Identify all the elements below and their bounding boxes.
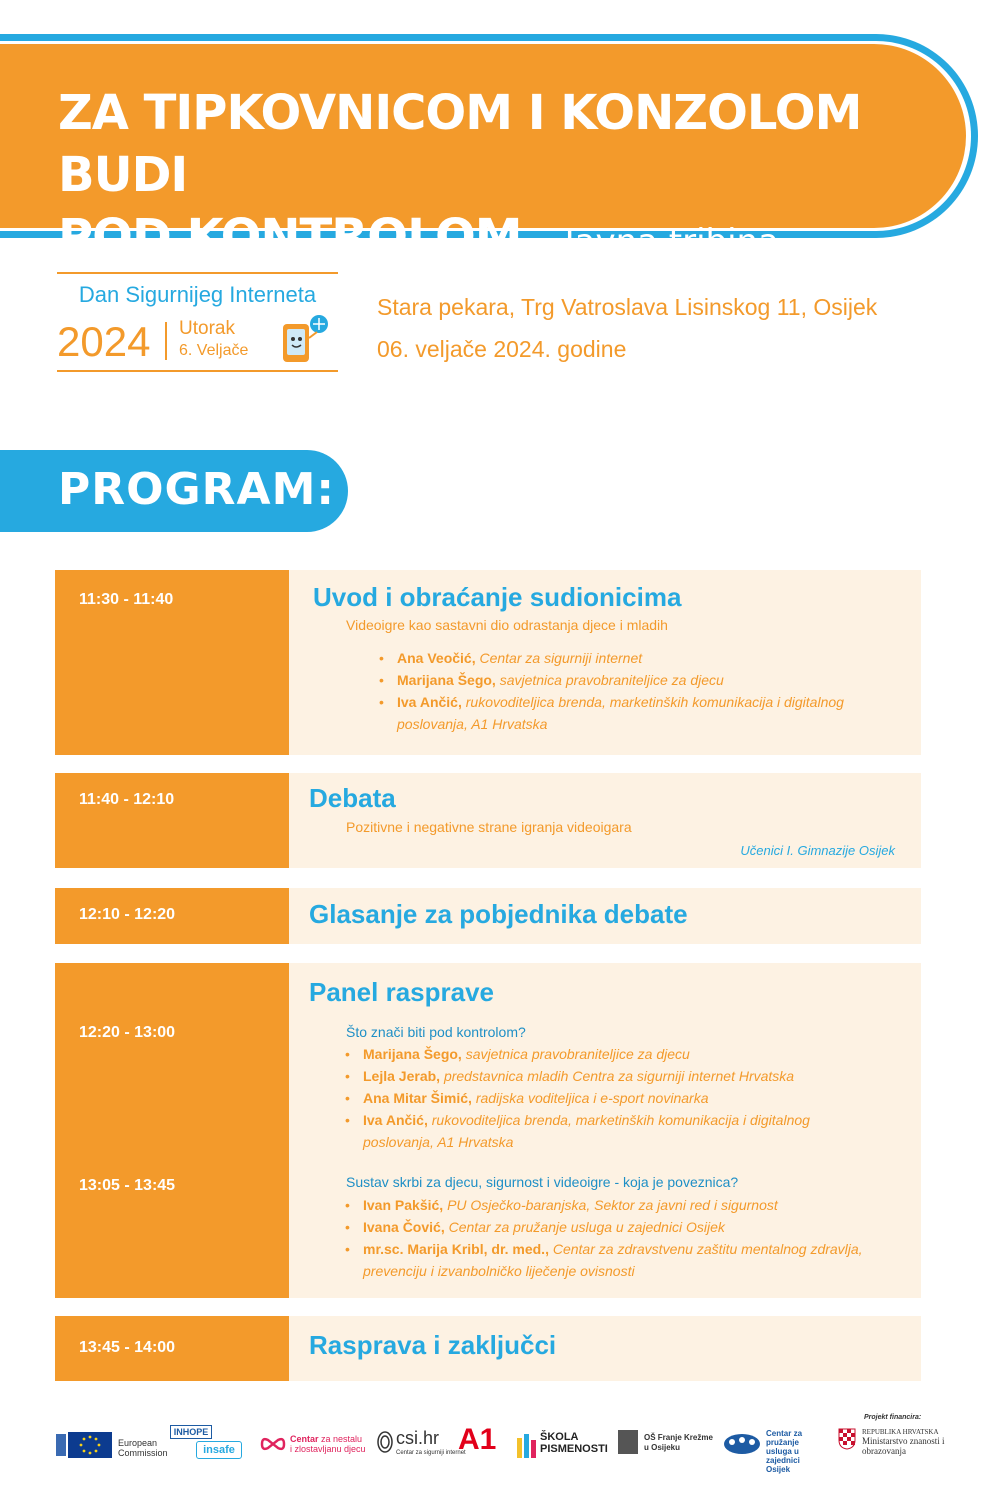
agenda-time: 12:20 - 13:00: [79, 1024, 176, 1041]
panel-question: Sustav skrbi za djecu, sigurnost i videoigre - koja je poveznica?: [346, 1174, 739, 1190]
speaker-role: savjetnica pravobraniteljice za djecu: [465, 1046, 690, 1062]
speaker-name: Ana Veočić,: [397, 650, 476, 666]
czp-label: [766, 1429, 830, 1474]
speaker-name: Iva Ančić,: [363, 1112, 428, 1128]
agenda-block-4: [55, 963, 921, 1298]
cnzd-label-b: za nestalu: [321, 1434, 363, 1444]
speaker-role: radijska voditeljica i e-sport novinarka: [475, 1090, 709, 1106]
page-title: [58, 82, 958, 273]
speaker-role: savjetnica pravobraniteljice za djecu: [499, 672, 724, 688]
speaker-name: Marijana Šego,: [397, 672, 496, 688]
agenda-time: 13:45 - 14:00: [79, 1339, 176, 1356]
panel-question: Što znači biti pod kontrolom?: [346, 1024, 526, 1040]
cnzd-label-a: Centar: [290, 1434, 319, 1444]
speaker-role: Centar za zdravstvenu zaštitu mentalnog zdravlja, prevenciju i izvanbolničko liječenje ovisnosti: [363, 1241, 863, 1279]
title-line-2-text: POD KONTROLOM: [58, 209, 522, 265]
ministry-label-a: REPUBLIKA HRVATSKA: [862, 1428, 939, 1436]
czp-label-a: Centar za pružanje: [766, 1429, 803, 1447]
skola-label-a: ŠKOLA: [540, 1431, 579, 1443]
infinity-heart-icon: [258, 1434, 288, 1454]
event-logo-date: 6. Veljače: [179, 342, 249, 359]
list-item: [343, 1065, 863, 1087]
czp-label-b: usluga u zajednici: [766, 1447, 800, 1465]
speaker-role: rukovoditeljica brenda, marketinških komunikacija i digitalnog poslovanja, A1 Hrvatska: [397, 694, 844, 732]
list-item: [343, 1194, 863, 1216]
agenda-title: Debata: [309, 783, 396, 813]
speaker-role: Centar za sigurniji internet: [479, 650, 643, 666]
os-krezma-logo: [618, 1430, 714, 1458]
list-item: [343, 1109, 863, 1153]
program-heading-text: PROGRAM:: [58, 464, 335, 515]
ministry-logo: [838, 1414, 958, 1460]
agenda-title: Uvod i obraćanje sudionicima: [313, 582, 682, 612]
time-column: [55, 963, 289, 1298]
croatian-coat-of-arms-icon: [838, 1428, 856, 1450]
title-line-2: [58, 206, 958, 273]
agenda-time: 11:30 - 11:40: [79, 591, 174, 608]
inhope-label: INHOPE: [170, 1425, 212, 1439]
cnzd-logo: [258, 1432, 368, 1460]
agenda-time: 12:10 - 12:20: [79, 906, 176, 923]
insafe-label: insafe: [196, 1441, 242, 1459]
os-label-b: u Osijeku: [644, 1443, 681, 1452]
list-item: [343, 1043, 863, 1065]
people-circle-icon: [722, 1430, 762, 1458]
speaker-role: predstavnica mladih Centra za sigurniji internet Hrvatska: [443, 1068, 795, 1084]
agenda-title: Glasanje za pobjednika debate: [309, 899, 688, 929]
a1-logo: [458, 1424, 498, 1458]
list-item: [377, 647, 897, 669]
event-logo-day: [179, 318, 248, 362]
cnzd-label: [290, 1434, 370, 1454]
ministry-label-c: obrazovanja: [862, 1446, 906, 1456]
event-logo-weekday: Utorak: [179, 318, 235, 339]
speaker-name: Ivan Pakšić,: [363, 1197, 444, 1213]
speaker-name: Iva Ančić,: [397, 694, 462, 710]
event-logo: [57, 272, 338, 372]
agenda-subtitle: Pozitivne i negativne strane igranja videoigara: [346, 819, 632, 835]
speaker-name: Ana Mitar Šimić,: [363, 1090, 472, 1106]
csi-label: csi.hr: [396, 1428, 440, 1448]
funded-label: Projekt financira:: [864, 1414, 922, 1421]
agenda-title: Rasprava i zaključci: [309, 1330, 557, 1360]
os-label: [644, 1433, 724, 1453]
ministry-label: [862, 1428, 945, 1457]
speaker-role: rukovoditeljica brenda, marketinških komunikacija i digitalnog poslovanja, A1 Hrvatska: [363, 1112, 810, 1150]
speaker-list: [343, 1043, 863, 1153]
speaker-name: mr.sc. Marija Kribl, dr. med.,: [363, 1241, 549, 1257]
csi-logo: [376, 1428, 466, 1460]
eu-logo: [56, 1430, 166, 1460]
agenda-time: 13:05 - 13:45: [79, 1177, 176, 1194]
title-line-1: ZA TIPKOVNICOM I KONZOLOM BUDI: [58, 85, 862, 203]
cnzd-label-c: i zlostavljanu djecu: [290, 1444, 366, 1454]
speaker-name: Marijana Šego,: [363, 1046, 462, 1062]
list-item: [377, 669, 897, 691]
inhope-insafe-logo: [170, 1425, 244, 1461]
czp-label-c: Osijek: [766, 1465, 791, 1474]
eu-label: European Commission: [118, 1438, 168, 1458]
list-item: [377, 691, 897, 735]
eu-flag-icon: [56, 1430, 112, 1458]
os-label-a: OŠ Franje Krežme: [644, 1433, 713, 1442]
list-item: [343, 1216, 863, 1238]
skola-label-b: PISMENOSTI: [540, 1443, 608, 1455]
event-logo-year: 2024: [57, 318, 151, 365]
venue-info: [377, 286, 877, 370]
speaker-list: [343, 1194, 863, 1282]
fingerprint-icon: [376, 1430, 394, 1454]
time-column: [55, 773, 289, 868]
speaker-list: [377, 647, 897, 735]
event-logo-title: Dan Sigurnijeg Interneta: [78, 282, 317, 307]
csi-sublabel: Centar za sigurniji internet: [396, 1450, 466, 1456]
agenda-title: Panel rasprave: [309, 977, 495, 1007]
agenda-block-3: [55, 888, 921, 944]
list-item: [343, 1238, 863, 1282]
agenda-credit: Učenici I. Gimnazije Osijek: [740, 843, 895, 858]
event-logo-divider: [165, 322, 167, 360]
agenda-time: 11:40 - 12:10: [79, 791, 175, 808]
program-heading: [0, 450, 348, 532]
agenda-block-5: [55, 1316, 921, 1381]
agenda-block-1: [55, 570, 921, 755]
school-crest-icon: [618, 1430, 638, 1454]
pencils-icon: [516, 1430, 538, 1458]
speaker-role: PU Osječko-baranjska, Sektor za javni red i sigurnost: [447, 1197, 778, 1213]
speaker-name: Lejla Jerab,: [363, 1068, 441, 1084]
tablet-mascot-icon: [275, 312, 331, 368]
venue-date: 06. veljače 2024. godine: [377, 336, 627, 362]
czp-logo: [722, 1428, 830, 1474]
skola-label: [540, 1431, 608, 1455]
list-item: [343, 1087, 863, 1109]
agenda-block-2: [55, 773, 921, 868]
venue-address: Stara pekara, Trg Vatroslava Lisinskog 11, Osijek: [377, 294, 878, 320]
speaker-role: Centar za pružanje usluga u zajednici Osijek: [448, 1219, 725, 1235]
agenda-subtitle: Videoigre kao sastavni dio odrastanja djece i mladih: [346, 617, 668, 633]
ministry-label-b: Ministarstvo znanosti i: [862, 1436, 945, 1446]
skola-pismenosti-logo: [516, 1428, 606, 1460]
title-subtitle: - Javna tribina: [541, 222, 779, 262]
a1-label: A1: [458, 1423, 497, 1456]
speaker-name: Ivana Čović,: [363, 1219, 445, 1235]
